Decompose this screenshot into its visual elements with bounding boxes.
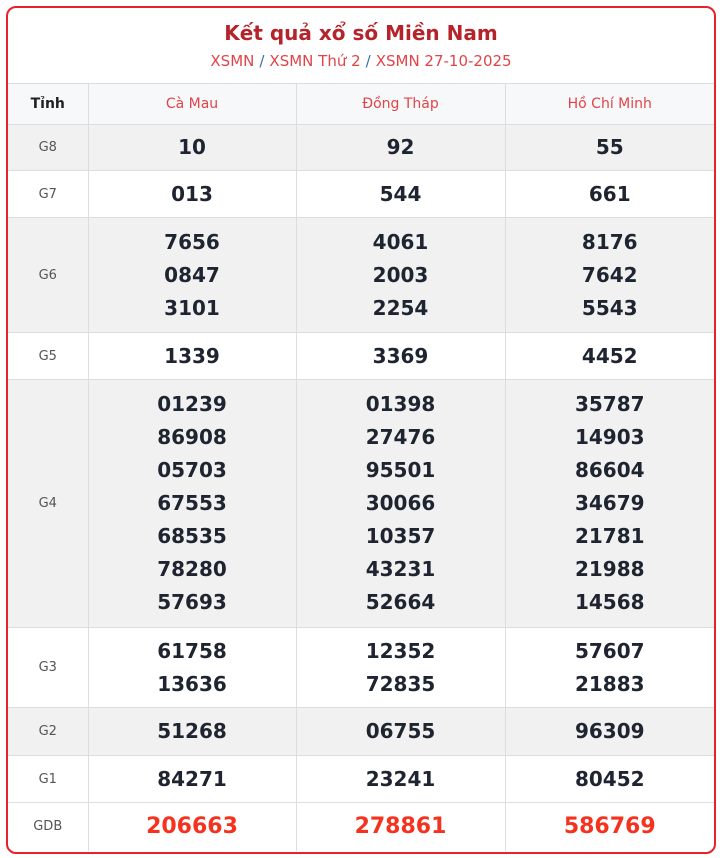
- prize-label: G5: [8, 333, 88, 380]
- prize-number: 55: [595, 135, 624, 159]
- prize-label: G2: [8, 708, 88, 756]
- prize-number: 661: [588, 181, 631, 206]
- prize-cell: [296, 628, 505, 708]
- prize-label: G8: [8, 125, 88, 171]
- table-row-gdb: [8, 803, 714, 851]
- prize-number: 27476: [365, 425, 436, 449]
- prize-label: G3: [8, 628, 88, 708]
- prize-number: 2254: [372, 295, 429, 320]
- prize-cell: [505, 628, 714, 708]
- page-title: Kết quả xổ số Miền Nam: [224, 21, 498, 45]
- prize-number: 4452: [581, 343, 638, 368]
- prize-number: 67553: [157, 491, 227, 515]
- prize-cell: [505, 380, 714, 628]
- prize-cell: [88, 628, 296, 708]
- prize-number: 96309: [574, 719, 645, 743]
- results-card: [6, 6, 716, 854]
- prize-number: 7656: [164, 229, 220, 254]
- prize-cell: [88, 756, 296, 803]
- prize-cell: [296, 171, 505, 218]
- prize-number: 13636: [157, 671, 227, 696]
- prize-number: 86908: [157, 425, 227, 449]
- prize-number: 06755: [365, 719, 436, 743]
- prize-cell: [88, 171, 296, 218]
- table-row-g1: [8, 756, 714, 803]
- special-prize-number: 278861: [354, 814, 447, 840]
- prize-label: GDB: [8, 803, 88, 851]
- prize-number: 14903: [574, 425, 645, 449]
- prize-number: 68535: [157, 524, 227, 548]
- prize-number: 21883: [574, 671, 645, 696]
- prize-number: 10: [178, 135, 206, 159]
- prize-number: 95501: [365, 458, 436, 482]
- breadcrumb-separator: /: [259, 52, 265, 70]
- table-header-row: [8, 84, 714, 125]
- prize-number: 35787: [574, 392, 645, 416]
- prize-cell: [505, 171, 714, 218]
- prize-number: 8176: [581, 229, 638, 254]
- special-prize-number: 206663: [146, 814, 238, 840]
- prize-cell: [296, 708, 505, 756]
- column-header-dong-thap[interactable]: Đồng Tháp: [296, 84, 505, 125]
- prize-cell: [88, 218, 296, 333]
- prize-number: 72835: [365, 671, 436, 696]
- prize-cell: [296, 803, 505, 851]
- breadcrumb-xsmn-thu-2[interactable]: XSMN Thứ 2: [269, 52, 361, 70]
- prize-label: G1: [8, 756, 88, 803]
- prize-number: 544: [379, 181, 422, 206]
- prize-number: 3369: [372, 343, 429, 368]
- prize-number: 2003: [372, 262, 429, 287]
- prize-number: 21988: [574, 557, 645, 581]
- table-row-g3: [8, 628, 714, 708]
- prize-number: 80452: [574, 766, 645, 791]
- prize-cell: [505, 756, 714, 803]
- breadcrumb-xsmn[interactable]: XSMN: [210, 52, 255, 70]
- prize-cell: [296, 125, 505, 171]
- prize-cell: [88, 708, 296, 756]
- prize-number: 3101: [164, 295, 220, 320]
- column-header-ca-mau[interactable]: Cà Mau: [88, 84, 296, 125]
- prize-number: 5543: [581, 295, 638, 320]
- prize-cell: [88, 803, 296, 851]
- breadcrumb-separator: /: [365, 52, 371, 70]
- table-row-g8: [8, 125, 714, 171]
- special-prize-number: 586769: [563, 814, 656, 840]
- column-header-ho-chi-minh[interactable]: Hồ Chí Minh: [505, 84, 714, 125]
- prize-cell: [296, 380, 505, 628]
- prize-number: 51268: [157, 719, 227, 743]
- breadcrumb-xsmn-date[interactable]: XSMN 27-10-2025: [375, 52, 512, 70]
- table-row-g2: [8, 708, 714, 756]
- prize-number: 92: [386, 135, 415, 159]
- table-row-g6: [8, 218, 714, 333]
- prize-number: 57693: [157, 590, 227, 614]
- prize-number: 78280: [157, 557, 227, 581]
- prize-number: 23241: [365, 766, 436, 791]
- prize-number: 12352: [365, 638, 436, 663]
- table-row-g4: [8, 380, 714, 628]
- prize-number: 86604: [574, 458, 645, 482]
- prize-label: G4: [8, 380, 88, 628]
- prize-number: 14568: [574, 590, 645, 614]
- breadcrumb: [8, 51, 714, 71]
- prize-label: G6: [8, 218, 88, 333]
- prize-number: 21781: [574, 524, 645, 548]
- prize-number: 7642: [581, 262, 638, 287]
- prize-number: 30066: [365, 491, 436, 515]
- prize-number: 57607: [574, 638, 645, 663]
- prize-number: 4061: [372, 229, 429, 254]
- prize-cell: [505, 218, 714, 333]
- prize-cell: [88, 125, 296, 171]
- prize-number: 10357: [365, 524, 436, 548]
- prize-label: G7: [8, 171, 88, 218]
- prize-cell: [505, 708, 714, 756]
- prize-cell: [88, 380, 296, 628]
- prize-number: 61758: [157, 638, 227, 663]
- prize-cell: [505, 333, 714, 380]
- prize-number: 84271: [157, 766, 227, 791]
- prize-number: 1339: [164, 343, 220, 368]
- prize-cell: [296, 756, 505, 803]
- prize-cell: [505, 803, 714, 851]
- prize-number: 01398: [365, 392, 436, 416]
- column-header-tinh: Tỉnh: [8, 84, 88, 125]
- prize-cell: [296, 333, 505, 380]
- prize-number: 52664: [365, 590, 436, 614]
- results-table: [8, 83, 714, 851]
- card-header: [8, 8, 714, 83]
- prize-number: 01239: [157, 392, 227, 416]
- prize-number: 05703: [157, 458, 227, 482]
- prize-number: 34679: [574, 491, 645, 515]
- prize-number: 43231: [365, 557, 436, 581]
- prize-cell: [505, 125, 714, 171]
- prize-cell: [296, 218, 505, 333]
- prize-number: 0847: [164, 262, 220, 287]
- table-row-g5: [8, 333, 714, 380]
- prize-cell: [88, 333, 296, 380]
- table-row-g7: [8, 171, 714, 218]
- prize-number: 013: [171, 181, 213, 206]
